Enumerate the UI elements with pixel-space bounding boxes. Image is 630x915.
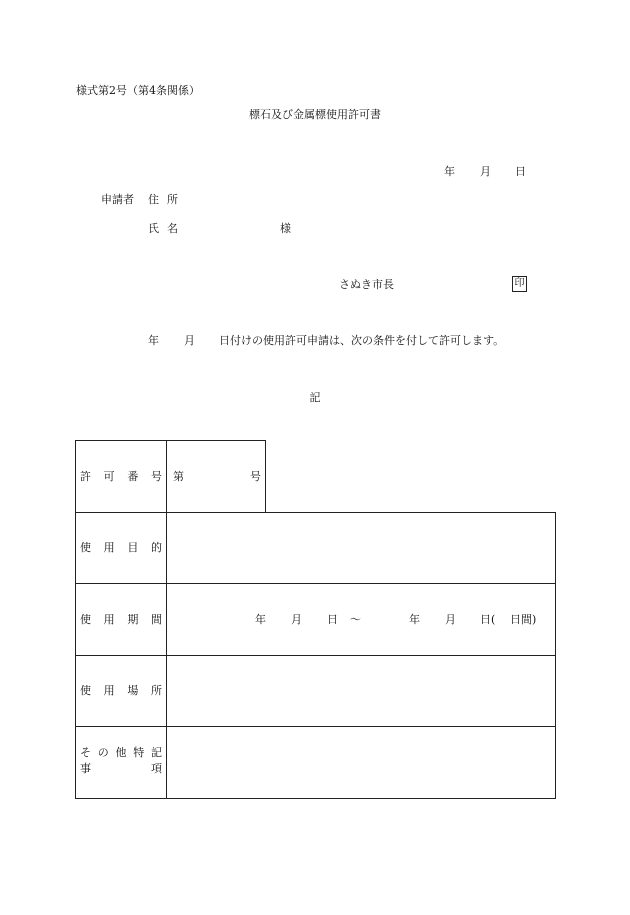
- label-char: 目: [127, 541, 139, 554]
- table-border: [75, 512, 556, 513]
- table-border: [75, 798, 556, 799]
- period-days: 日間): [510, 613, 537, 626]
- date-month: 月: [480, 165, 491, 178]
- label-char: の: [97, 746, 109, 759]
- label-char: 記: [151, 746, 162, 759]
- label-char: 使: [80, 684, 91, 697]
- period-month-2: 月: [445, 613, 456, 626]
- date-day: 日: [515, 165, 526, 178]
- seal-mark: 印: [512, 276, 527, 292]
- label-char: 許: [80, 470, 91, 483]
- period-tilde: ～: [350, 613, 361, 626]
- label-char: 的: [150, 541, 162, 554]
- permit-number-prefix: 第: [173, 470, 184, 483]
- permit-year: 年: [148, 334, 159, 347]
- period-day-1: 日: [327, 613, 338, 626]
- label-char: 間: [150, 613, 162, 626]
- date-year: 年: [444, 165, 455, 178]
- period-label: [80, 613, 162, 627]
- name-label: 氏名: [148, 222, 186, 235]
- label-char: 期: [127, 613, 139, 626]
- notes-label-line2-right: 項: [151, 762, 162, 775]
- honorific: 様: [280, 222, 291, 235]
- purpose-label: [80, 541, 162, 555]
- period-day-2: 日(: [480, 613, 496, 626]
- period-year-2: 年: [409, 613, 420, 626]
- table-border: [166, 440, 167, 799]
- table-border: [75, 440, 76, 799]
- table-border: [75, 440, 266, 441]
- period-month-1: 月: [291, 613, 302, 626]
- permit-number-suffix: 号: [250, 470, 261, 483]
- label-char: 所: [150, 684, 162, 697]
- label-char: 可: [103, 470, 115, 483]
- location-label: [80, 684, 162, 698]
- table-border: [555, 512, 556, 799]
- label-char: 号: [150, 470, 162, 483]
- label-char: 特: [133, 746, 145, 759]
- permit-number-label: [80, 470, 162, 484]
- label-char: 用: [103, 613, 115, 626]
- period-year-1: 年: [255, 613, 266, 626]
- label-char: 他: [115, 746, 127, 759]
- table-border: [75, 726, 556, 727]
- permit-month: 月: [184, 334, 195, 347]
- document-title: 標石及び金属標使用許可書: [249, 108, 381, 121]
- table-border: [75, 655, 556, 656]
- applicant-label: 申請者: [101, 193, 134, 206]
- label-char: 用: [103, 684, 115, 697]
- label-char: 使: [80, 613, 91, 626]
- permit-sentence-text: 日付けの使用許可申請は、次の条件を付して許可します。: [219, 334, 505, 347]
- table-border: [75, 583, 556, 584]
- notes-label-line1: [80, 746, 162, 760]
- label-char: 使: [80, 541, 91, 554]
- label-char: 番: [127, 470, 139, 483]
- notes-label-line2-left: 事: [80, 762, 91, 775]
- label-char: そ: [80, 746, 91, 759]
- form-number: 様式第2号（第4条関係）: [76, 84, 200, 97]
- issuer-name: さぬき市長: [339, 278, 394, 291]
- label-char: 場: [127, 684, 139, 697]
- address-label: 住所: [148, 193, 186, 206]
- label-char: 用: [103, 541, 115, 554]
- table-border: [265, 440, 266, 512]
- ki-heading: 記: [309, 391, 321, 404]
